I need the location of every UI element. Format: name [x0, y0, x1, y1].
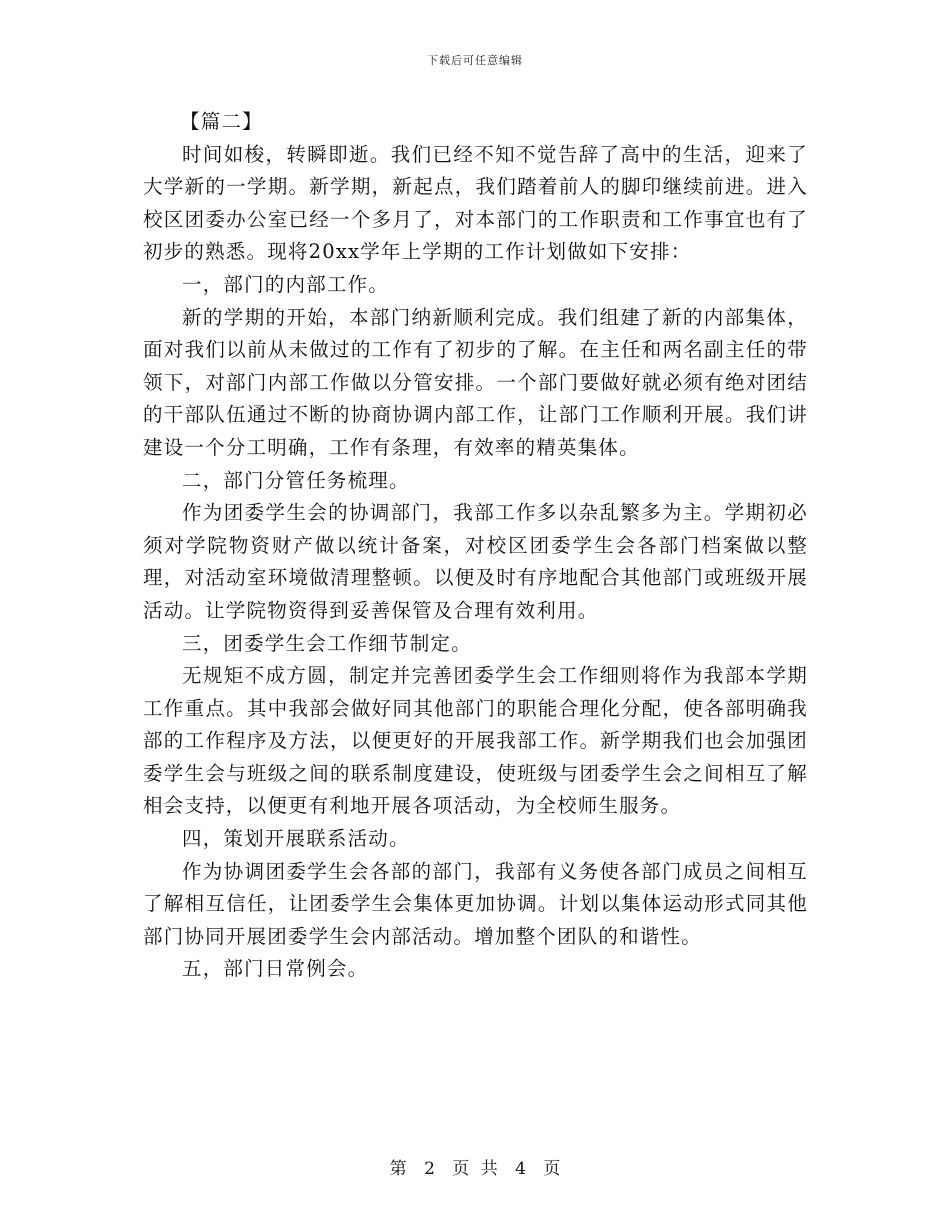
page-footer — [0, 1154, 950, 1179]
heading-4: 四，策划开展联系活动。 — [182, 827, 410, 851]
footer-prefix: 第 — [389, 1159, 407, 1179]
current-page-number: 2 — [424, 1159, 435, 1179]
header-text: 下载后可任意编辑 — [427, 54, 523, 67]
heading-2: 二，部门分管任务梳理。 — [182, 468, 410, 492]
paragraph-1: 新的学期的开始，本部门纳新顺利完成。我们组建了新的内部集体，面对我们以前从未做过的工作有了初步的了解。在主任和两名副主任的带领下，对部门内部工作做以分管安排。一个部门要做好就必须有绝对团结的干部队伍通过不断的协商协调内部工作，让部门工作顺利开展。我们讲建设一个分工明确，工作有条理，有效率的精英集体。 — [143, 305, 808, 459]
document-body — [143, 106, 808, 986]
heading-1: 一，部门的内部工作。 — [182, 272, 390, 296]
page-header — [0, 52, 950, 68]
paragraph-4: 作为协调团委学生会各部的部门，我部有义务使各部门成员之间相互了解相互信任，让团委学生会集体更加协调。计划以集体运动形式同其他部门协同开展团委学生会内部活动。增加整个团队的和谐性。 — [143, 859, 808, 948]
footer-suffix: 页 — [543, 1159, 561, 1179]
total-pages-number: 4 — [515, 1159, 526, 1179]
heading-3: 三，团委学生会工作细节制定。 — [182, 631, 472, 655]
footer-middle: 页 共 — [452, 1159, 498, 1179]
paragraph-3: 无规矩不成方圆，制定并完善团委学生会工作细则将作为我部本学期工作重点。其中我部会做好同其他部门的职能合理化分配，使各部明确我部的工作程序及方法，以便更好的开展我部工作。新学期我们也会加强团委学生会与班级之间的联系制度建设，使班级与团委学生会之间相互了解相会支持，以便更有利地开展各项活动，为全校师生服务。 — [143, 664, 808, 818]
heading-5: 五，部门日常例会。 — [182, 957, 369, 981]
section-title: 【篇二】 — [180, 110, 263, 133]
paragraph-2: 作为团委学生会的协调部门，我部工作多以杂乱繁多为主。学期初必须对学院物资财产做以统计备案，对校区团委学生会各部门档案做以整理，对活动室环境做清理整顿。以便及时有序地配合其他部门或班级开展活动。让学院物资得到妥善保管及合理有效利用。 — [143, 501, 808, 622]
paragraph-intro: 时间如梭，转瞬即逝。我们已经不知不觉告辞了高中的生活，迎来了大学新的一学期。新学期，新起点，我们踏着前人的脚印继续前进。进入校区团委办公室已经一个多月了，对本部门的工作职责和工作事宜也有了初步的熟悉。现将20xx学年上学期的工作计划做如下安排： — [143, 142, 808, 264]
